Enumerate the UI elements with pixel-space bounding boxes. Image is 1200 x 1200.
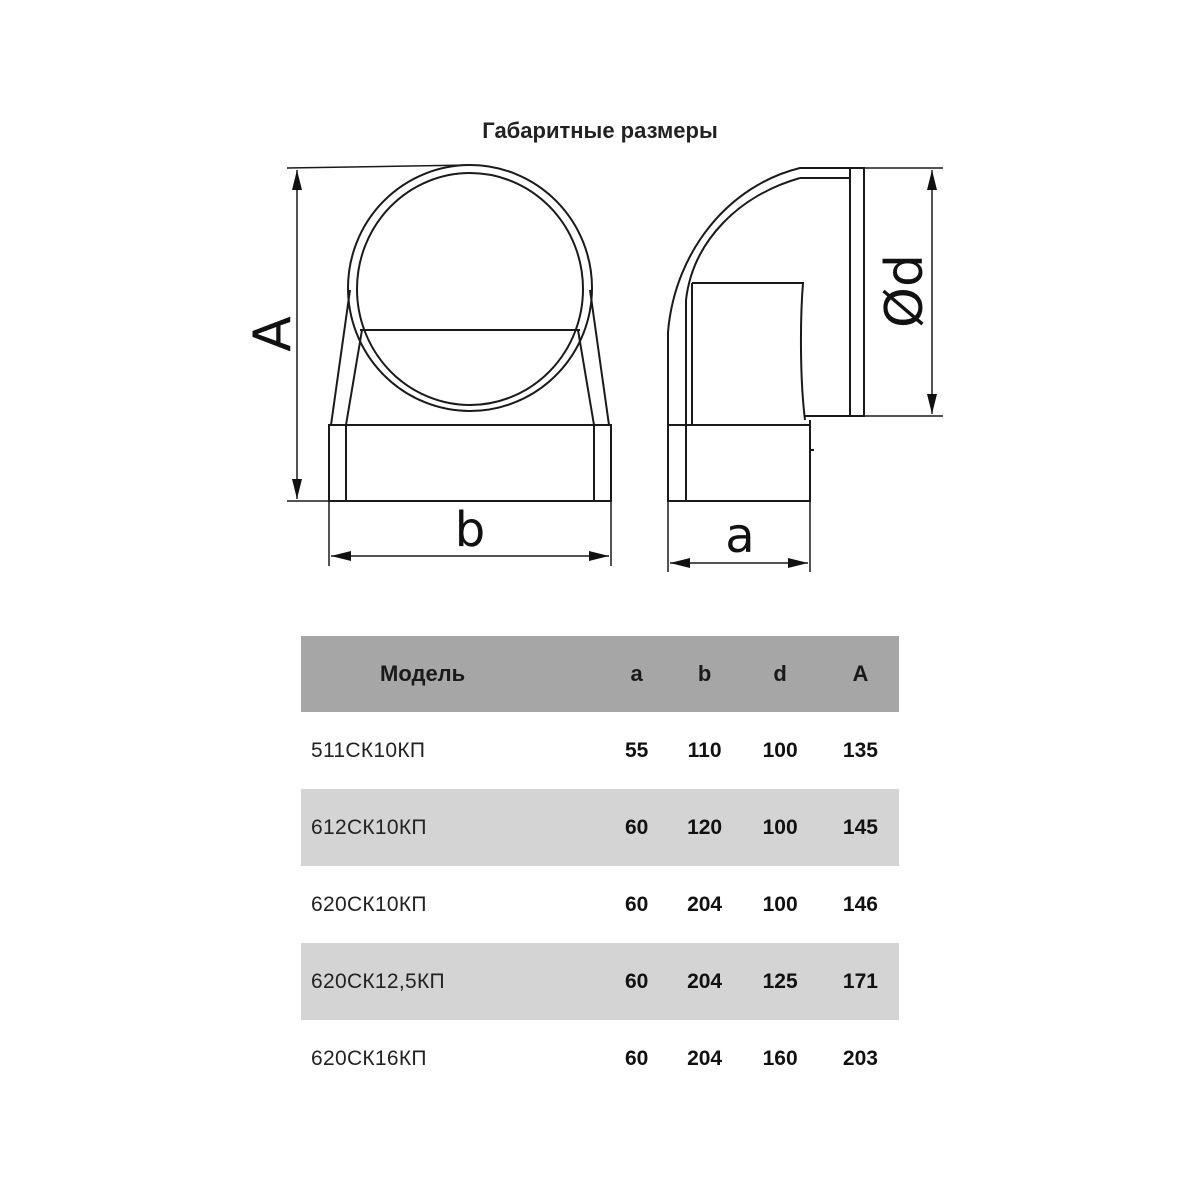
header-a: a bbox=[602, 636, 670, 712]
dimensions-table bbox=[301, 636, 899, 1097]
dimension-lines bbox=[287, 165, 943, 572]
cell-model: 511СК10КП bbox=[311, 738, 426, 762]
cell-a: 60 bbox=[624, 892, 649, 916]
side-view bbox=[668, 168, 864, 501]
header-A: A bbox=[822, 636, 899, 712]
front-base bbox=[329, 425, 611, 501]
cell-a: 60 bbox=[602, 943, 670, 1020]
table-row bbox=[301, 789, 899, 866]
page-title: Габаритные размеры bbox=[482, 118, 718, 143]
header-d: d bbox=[738, 636, 821, 712]
table-row bbox=[301, 943, 899, 1020]
cell-b: 110 bbox=[687, 738, 722, 762]
cell-A: 146 bbox=[842, 892, 878, 916]
cell-model: 620СК10КП bbox=[311, 892, 427, 916]
cell-b: 204 bbox=[687, 892, 723, 916]
cell-d: 100 bbox=[738, 789, 821, 866]
dim-d-label: Ød bbox=[875, 254, 935, 328]
cell-A: 135 bbox=[842, 738, 878, 762]
table-row bbox=[301, 712, 899, 789]
front-outer-ring bbox=[348, 165, 592, 411]
cell-b: 204 bbox=[671, 943, 739, 1020]
cell-b: 120 bbox=[671, 789, 739, 866]
table-row bbox=[301, 866, 899, 943]
cell-a: 55 bbox=[624, 738, 649, 762]
cell-A: 145 bbox=[822, 789, 899, 866]
front-view bbox=[329, 165, 611, 501]
header-model: Модель bbox=[301, 636, 602, 712]
side-flange bbox=[850, 168, 864, 416]
cell-model: 620СК12,5КП bbox=[301, 943, 602, 1020]
cell-d: 100 bbox=[762, 892, 798, 916]
cell-a: 60 bbox=[624, 1046, 649, 1070]
cell-A: 171 bbox=[822, 943, 899, 1020]
dim-a-label: a bbox=[725, 508, 755, 564]
cell-a: 60 bbox=[602, 789, 670, 866]
table-header-row bbox=[301, 636, 899, 712]
dim-b-label: b bbox=[454, 502, 486, 558]
table-row bbox=[301, 1020, 899, 1097]
cell-d: 125 bbox=[738, 943, 821, 1020]
header-b: b bbox=[671, 636, 739, 712]
cell-model: 612СК10КП bbox=[301, 789, 602, 866]
cell-A: 203 bbox=[842, 1046, 878, 1070]
front-inner-ring bbox=[357, 173, 583, 405]
dim-A-label: A bbox=[243, 316, 303, 352]
cell-d: 160 bbox=[762, 1046, 798, 1070]
cell-b: 204 bbox=[687, 1046, 723, 1070]
side-base bbox=[668, 425, 810, 501]
cell-model: 620СК16КП bbox=[311, 1046, 427, 1070]
cell-d: 100 bbox=[762, 738, 798, 762]
